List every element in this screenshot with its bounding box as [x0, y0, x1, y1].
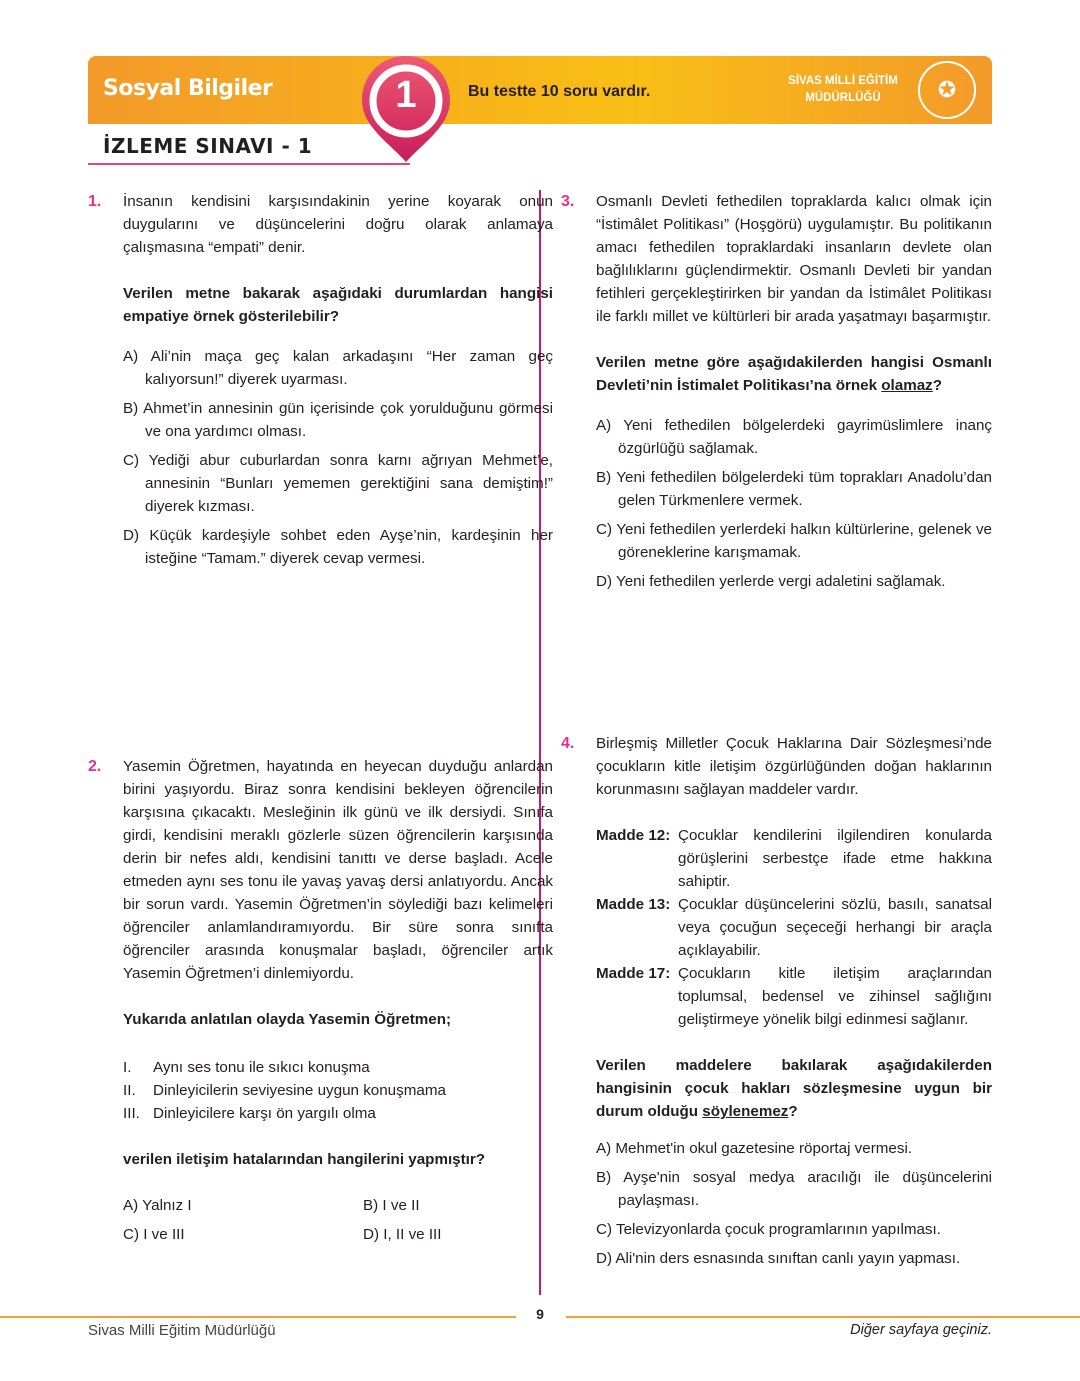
org-line2: MÜDÜRLÜĞÜ	[805, 92, 881, 104]
article-text: Çocuklar düşüncelerini sözlü, basılı, sanatsal veya çocuğun seçeceği herhangi bir araçla açıklayabilir.	[678, 896, 992, 959]
stem-text: Verilen maddelere bakılarak aşağıdakilerden hangisinin çocuk hakları sözleşmesine uygun bir durum olduğu	[596, 1057, 992, 1120]
option-a[interactable]: A) Yalnız I	[123, 1197, 192, 1214]
question-number: 1.	[88, 193, 102, 210]
option-c[interactable]: C) Yeni fethedilen yerlerdeki halkın kültürlerine, gelenek ve göreneklerine karışmamak.	[596, 521, 992, 561]
statement-2	[123, 1079, 553, 1102]
option-d[interactable]: D) I, II ve III	[363, 1226, 442, 1243]
question-text: Osmanlı Devleti fethedilen topraklarda kalıcı olmak için “İstimâlet Politikası” (Hoşgörü) uygulamıştır. Bu politikanın amacı fethedilen topraklardaki insanların devlete olan bağlılıklarını güçlendirmektir. Osmanlı Devleti bir yandan fetihleri gerçekleştirirken bir yandan da İstimâlet Politikası ile farklı millet ve kültürleri bir arada yaşatmayı başarmıştır.	[596, 193, 992, 325]
option-a[interactable]: A) Yeni fethedilen bölgelerdeki gayrimüslimlere inanç özgürlüğü sağlamak.	[596, 417, 992, 457]
statement-numeral: III.	[123, 1105, 140, 1122]
org-line1: SİVAS MİLLİ EĞİTİM	[788, 75, 898, 87]
option-c[interactable]: C) Yediği abur cuburlardan sonra karnı ağrıyan Mehmet’e, annesinin “Bunları yememen gerektiğini sana demiştim!” diyerek kızması.	[123, 452, 553, 515]
question-lead: Yukarıda anlatılan olayda Yasemin Öğretmen;	[123, 1011, 452, 1028]
option-a[interactable]: A) Mehmet'in okul gazetesine röportaj vermesi.	[596, 1140, 913, 1157]
footer-next-page: Diğer sayfaya geçiniz.	[850, 1322, 992, 1338]
article-label: Madde 13:	[596, 896, 671, 913]
option-c[interactable]: C) I ve III	[123, 1226, 185, 1243]
stem-end: ?	[932, 377, 943, 394]
question-number: 3.	[561, 193, 575, 210]
title-underline	[88, 163, 410, 165]
option-b[interactable]: B) Ahmet’in annesinin gün içerisinde çok yorulduğunu görmesi ve ona yardımcı olması.	[123, 400, 553, 440]
option-b[interactable]: B) Yeni fethedilen bölgelerdeki tüm toprakları Anadolu’dan gelen Türkmenlere vermek.	[596, 469, 992, 509]
footer-line-right	[566, 1316, 1080, 1318]
article-12	[596, 824, 992, 893]
article-text: Çocukların kitle iletişim araçlarından toplumsal, bedensel ve zihinsel sağlığını geliştirmeye yönelik bilgi edinmesi sağlanır.	[678, 965, 992, 1028]
statement-numeral: II.	[123, 1082, 136, 1099]
question-text: Birleşmiş Milletler Çocuk Haklarına Dair Sözleşmesi’nde çocukların kitle iletişim özgürlüğünden doğan haklarının korunmasını sağlayan maddeler vardır.	[596, 735, 992, 798]
question-stem	[596, 1054, 992, 1123]
option-b[interactable]: B) Ayşe'nin sosyal medya aracılığı ile düşüncelerini paylaşması.	[596, 1169, 992, 1209]
option-b[interactable]: B) I ve II	[363, 1197, 420, 1214]
article-label: Madde 17:	[596, 965, 671, 982]
stem-emphasis: olamaz	[881, 377, 933, 394]
question-text: İnsanın kendisini karşısındakinin yerine koyarak onun duygularını ve düşüncelerini doğru olarak anlamaya çalışmasına “empati” denir.	[123, 193, 553, 256]
organization-name	[778, 73, 908, 107]
option-c[interactable]: C) Televizyonlarda çocuk programlarının yapılması.	[596, 1221, 941, 1238]
stem-emphasis: söylenemez	[702, 1103, 789, 1120]
question-stem: verilen iletişim hatalarından hangilerini yapmıştır?	[123, 1151, 486, 1168]
statement-1	[123, 1056, 553, 1079]
exam-title: İZLEME SINAVI - 1	[103, 134, 313, 158]
article-label: Madde 12:	[596, 827, 671, 844]
article-13	[596, 893, 992, 962]
question-stem	[596, 351, 992, 397]
option-d[interactable]: D) Yeni fethedilen yerlerde vergi adaletini sağlamak.	[596, 573, 946, 590]
question-text: Yasemin Öğretmen, hayatında en heyecan duyduğu anlardan birini yaşıyordu. Biraz sonra kendisini bekleyen öğrencilerin karşısına çıkacaktı. Mesleğinin ilk günü ve ilk dersiydi. Sınıfa girdi, kendisini meraklı gözlerle süzen öğrencilerin karşısında derin bir nefes aldı, kendisini tanıttı ve derse başladı. Acele etmeden aynı ses tonu ile yavaş yavaş dersi anlatıyordu. Ancak bir sorun vardı. Yasemin Öğretmen’in söylediği bazı kelimeleri öğrenciler anlamlandıramıyordu. Bir süre sonra sınıfta öğrenciler arasında konuşmalar başladı, öğrenciler artık Yasemin Öğretmen’i dinlemiyordu.	[123, 758, 553, 982]
page-number: 9	[536, 1306, 544, 1322]
subject-title: Sosyal Bilgiler	[103, 76, 273, 101]
option-d[interactable]: D) Ali'nin ders esnasında sınıftan canlı yayın yapması.	[596, 1250, 961, 1267]
question-number: 2.	[88, 758, 102, 775]
article-text: Çocuklar kendilerini ilgilendiren konularda görüşlerini serbestçe ifade etme hakkına sahiptir.	[678, 827, 992, 890]
statement-text: Dinleyicilerin seviyesine uygun konuşmama	[153, 1082, 446, 1099]
article-17	[596, 962, 992, 1031]
meb-seal-icon: ✪	[918, 61, 976, 119]
header-banner	[88, 56, 992, 124]
statement-text: Aynı ses tonu ile sıkıcı konuşma	[153, 1059, 370, 1076]
question-count: Bu testte 10 soru vardır.	[468, 83, 651, 100]
option-d[interactable]: D) Küçük kardeşiyle sohbet eden Ayşe’nin, kardeşinin her isteğine “Tamam.” diyerek cevap vermesi.	[123, 527, 553, 567]
footer-line-left	[0, 1316, 516, 1318]
footer-organization: Sivas Milli Eğitim Müdürlüğü	[88, 1322, 276, 1339]
question-3	[561, 190, 992, 599]
question-2	[88, 755, 553, 1246]
question-number: 4.	[561, 735, 575, 752]
stem-text: Verilen metne göre aşağıdakilerden hangisi Osmanlı Devleti’nin İstimalet Politikası’na örnek	[596, 354, 992, 394]
statement-text: Dinleyicilere karşı ön yargılı olma	[153, 1105, 376, 1122]
question-stem: Verilen metne bakarak aşağıdaki durumlardan hangisi empatiye örnek gösterilebilir?	[123, 285, 553, 325]
test-number: 1	[395, 74, 417, 116]
stem-end: ?	[788, 1103, 798, 1120]
question-4	[561, 732, 992, 1276]
statement-numeral: I.	[123, 1059, 132, 1076]
question-1	[88, 190, 553, 576]
option-a[interactable]: A) Ali’nin maça geç kalan arkadaşını “Her zaman geç kalıyorsun!” diyerek uyarması.	[123, 348, 553, 388]
statement-3	[123, 1102, 553, 1125]
